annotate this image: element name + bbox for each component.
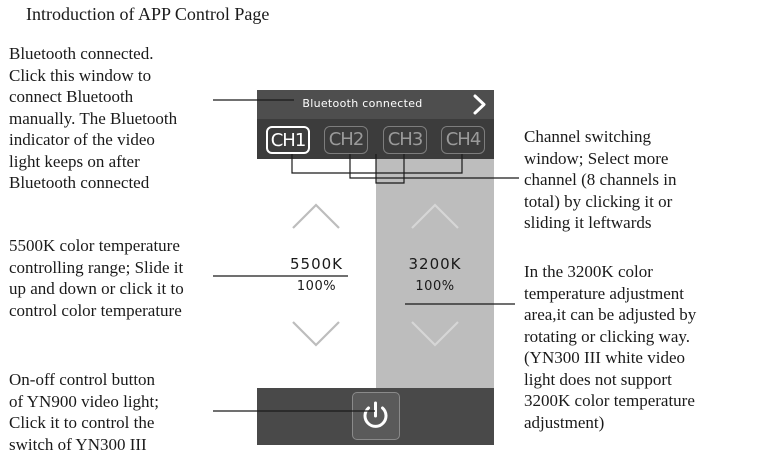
temp-5500-annotation: 5500K color temperature controlling range; Slide it up and down or click it to control color temperature	[9, 236, 184, 320]
temp-3200-value: 3200K	[408, 255, 462, 273]
bluetooth-annotation: Bluetooth connected. Click this window to connect Bluetooth manually. The Bluetooth indicator of the video light keeps on after Bluetooth connected	[9, 44, 178, 192]
temp-3200-panel[interactable]	[376, 159, 494, 388]
channel-tab-1[interactable]: CH1	[266, 126, 310, 154]
chevron-down-icon[interactable]	[409, 319, 461, 349]
temp-5500-panel[interactable]	[257, 159, 376, 388]
bluetooth-status: Bluetooth connected	[302, 97, 423, 110]
power-icon	[353, 423, 398, 442]
channel-tab-3[interactable]: CH3	[383, 126, 427, 154]
chevron-up-icon[interactable]	[290, 201, 342, 231]
bottom-bar	[257, 388, 494, 445]
power-button[interactable]	[352, 392, 400, 440]
temp-5500-value: 5500K	[289, 255, 343, 273]
channel-bar	[257, 119, 494, 159]
app-screen	[257, 90, 494, 445]
chevron-down-icon[interactable]	[290, 319, 342, 349]
channel-annotation: Channel switching window; Select more channel (8 channels in total) by clicking it or sliding it leftwards	[524, 127, 677, 232]
temp-3200-annotation: In the 3200K color temperature adjustment area,it can be adjusted by rotating or clicking way. (YN300 III white video light does not support 3200K color temperature adjustment)	[524, 262, 697, 432]
power-annotation: On-off control button of YN900 video light; Click it to control the switch of YN300 III	[9, 370, 159, 454]
page-title: Introduction of APP Control Page	[26, 4, 270, 24]
brightness-5500-value: 100%	[296, 279, 337, 294]
bluetooth-bar[interactable]	[257, 90, 494, 119]
chevron-up-icon[interactable]	[409, 201, 461, 231]
brightness-3200-value: 100%	[415, 279, 455, 294]
channel-tab-4[interactable]: CH4	[441, 126, 485, 154]
chevron-right-icon[interactable]	[472, 94, 488, 115]
channel-tab-2[interactable]: CH2	[324, 126, 368, 154]
